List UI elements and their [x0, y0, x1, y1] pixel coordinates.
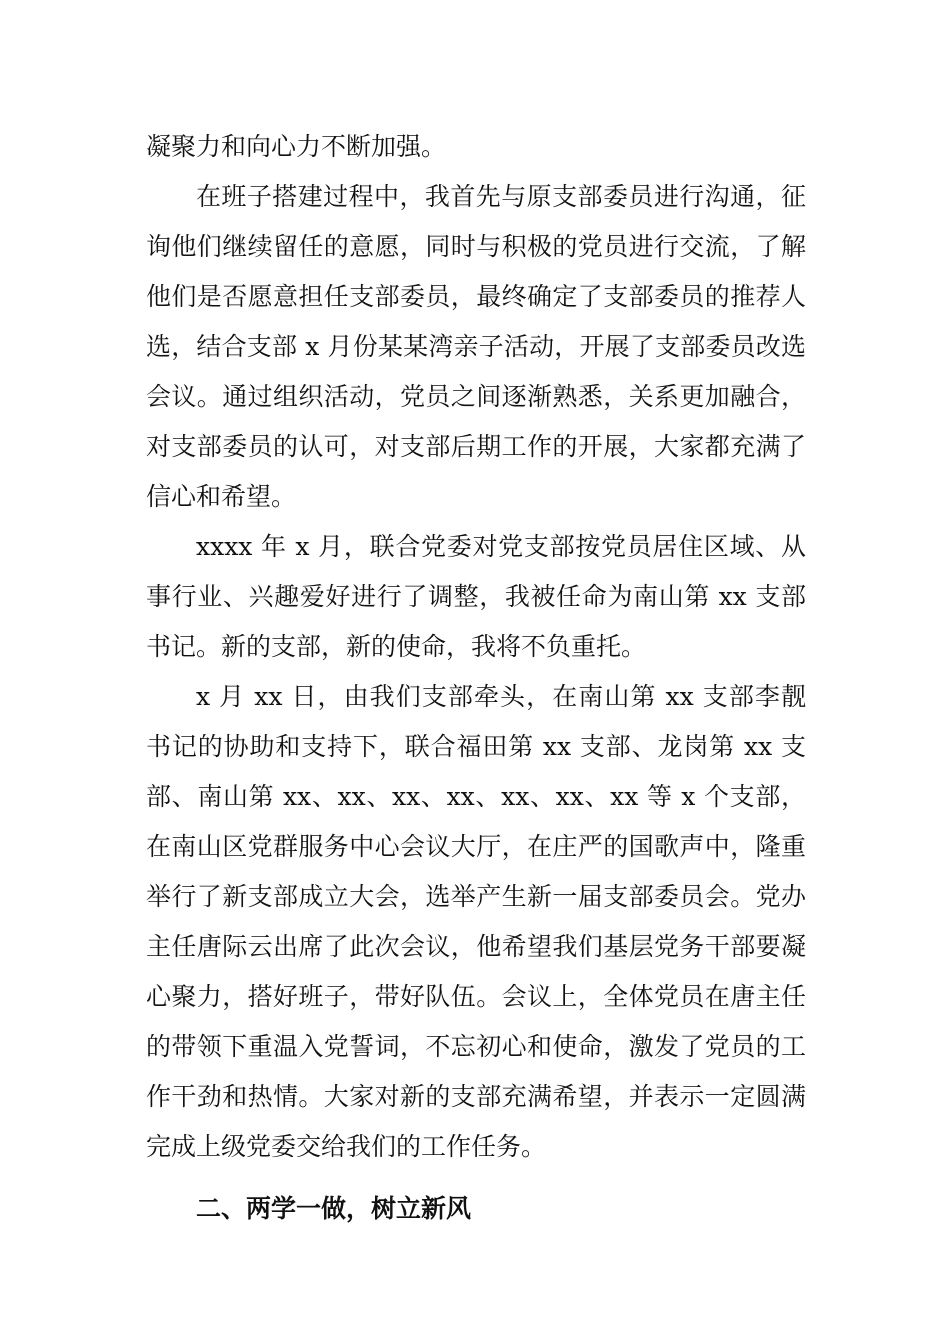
paragraph-founding-meeting: x 月 xx 日，由我们支部牵头，在南山第 xx 支部李靓书记的协助和支持下，联合福田第 xx 支部、龙岗第 xx 支部、南山第 xx、xx、xx、xx、xx、xx、xx 等 x 个支部，在南山区党群服务中心会议大厅，在庄严的国歌声中，隆重举行了新支部成立大会，选举产生新一届支部委员会。党办主任唐际云出席了此次会议，他希望我们基层党务干部要凝心聚力，搭好班子，带好队伍。会议上，全体党员在唐主任的带领下重温入党誓词，不忘初心和使命，激发了党员的工作干劲和热情。大家对新的支部充满希望，并表示一定圆满完成上级党委交给我们的工作任务。 — [146, 682, 806, 1161]
paragraph-continuation: 凝聚力和向心力不断加强。 — [146, 132, 447, 161]
section-heading: 二、两学一做，树立新风 — [196, 1194, 472, 1223]
document-body — [146, 122, 806, 1234]
paragraph-appointment: xxxx 年 x 月，联合党委对党支部按党员居住区域、从事行业、兴趣爱好进行了调整，我被任命为南山第 xx 支部书记。新的支部，新的使命，我将不负重托。 — [146, 532, 806, 661]
paragraph-team-building: 在班子搭建过程中，我首先与原支部委员进行沟通，征询他们继续留任的意愿，同时与积极的党员进行交流，了解他们是否愿意担任支部委员，最终确定了支部委员的推荐人选，结合支部 x 月份某某湾亲子活动，开展了支部委员改选会议。通过组织活动，党员之间逐渐熟悉，关系更加融合，对支部委员的认可，对支部后期工作的开展，大家都充满了信心和希望。 — [146, 182, 806, 511]
